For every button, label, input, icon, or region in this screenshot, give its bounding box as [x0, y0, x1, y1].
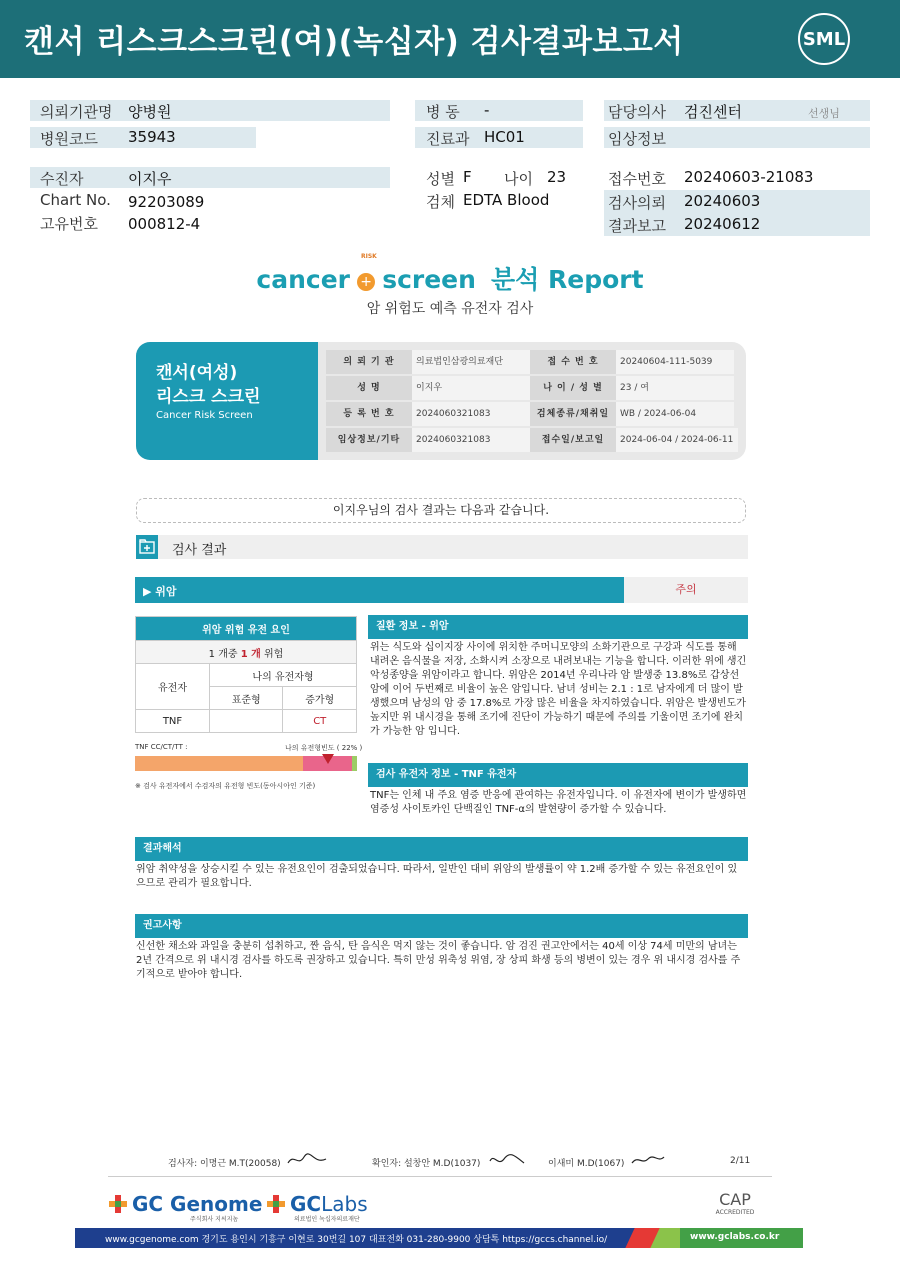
footer-site-box [680, 1228, 803, 1248]
stomach-cancer-bar [135, 577, 624, 603]
ward-value: - [484, 101, 490, 119]
standard-header: 표준형 [210, 687, 283, 710]
report-label: 결과보고 [608, 217, 666, 235]
doctor-value: 검진센터 [684, 103, 742, 121]
age-label: 나이 [504, 170, 533, 188]
gene-risk-table [135, 616, 357, 733]
card-field-value: 20240604-111-5039 [616, 350, 734, 374]
confirmer2-signature-mark [630, 1153, 666, 1167]
frequency-note: ※ 검사 유전자에서 수검자의 유전형 빈도(동아시아인 기준) [135, 782, 316, 790]
report-title: 캔서 리스크스크린(여)(녹십자) 검사결과보고서 [24, 24, 684, 60]
institution-value: 양병원 [128, 103, 172, 121]
page-number: 2/11 [730, 1156, 751, 1166]
card-field-value: 이지우 [412, 376, 530, 400]
confirmer-signature: 확인자: 설창안 M.D(1037) [372, 1159, 481, 1169]
recommendation-text: 신선한 채소와 과일을 충분히 섭취하고, 짠 음식, 탄 음식은 먹지 않는 것이 좋습니다. 암 검진 권고안에서는 40세 이상 74세 미만의 남녀는 2년 간격으로 위 내시경 검사를 하도록 권장하고 있습니다. 특히 만성 위축성 위염, 장 상피 화생 등의 병변이 있는 경우 위 내시경 검사를 주기적으로 받아야 합니다. [136, 941, 741, 980]
gc-labs-gc: GC [290, 1192, 322, 1216]
report-value: 20240612 [684, 215, 761, 233]
gc-plus-icon [108, 1194, 128, 1214]
test-info-card [136, 342, 746, 460]
standard-value [210, 710, 283, 733]
card-field-label: 검체종류/채취일 [530, 402, 616, 426]
footer-site-link[interactable]: www.gclabs.co.kr [690, 1232, 780, 1242]
card-field-value: WB / 2024-06-04 [616, 402, 734, 426]
disease-info-text: 위는 식도와 십이지장 사이에 위치한 주머니모양의 소화기관으로 구강과 식도를 통해 내려온 음식물을 저장, 소화시켜 소장으로 내려보내는 기능을 합니다. 이러한 위에 생긴 악성종양을 위암이라고 합니다. 위암은 2014년 우리나라 암 발생중 13.8%로 갑상선암에 이어 두번째로 비율이 높은 암입니다. 남녀 성비는 2.1 : 1로 남자에게 더 많이 발생했으며 남성의 암 중 17.8%로 가장 많은 비율을 차지하였습니다. 위암은 발생빈도가 높지만 위 내시경을 통해 조기에 진단이 가능하기 때문에 주의를 기울이면 조기에 완치가 가능한 암 입니다. [370, 642, 747, 737]
risk-count-suffix: 위험 [264, 648, 284, 660]
card-field-value: 2024060321083 [412, 402, 530, 426]
logo-screen: screen [382, 265, 476, 294]
gc-labs-logo [266, 1192, 368, 1223]
gc-labs-labs: Labs [321, 1192, 368, 1216]
footer-divider [108, 1176, 772, 1177]
gc-genome-name: GC Genome [132, 1192, 263, 1216]
footer-bar [75, 1228, 803, 1248]
recommendation-title: 권고사항 [135, 914, 748, 938]
footer-address: www.gcgenome.com 경기도 용인시 기흥구 이현로 30번길 107 대표전화 031-280-9900 상담톡 https://gccs.channel.io/ [105, 1235, 608, 1245]
sml-logo [798, 13, 850, 65]
confirmer-signature-mark [488, 1151, 528, 1169]
logo-report-title: 분석 Report [491, 265, 644, 294]
receipt-label: 접수번호 [608, 170, 666, 188]
increased-header: 증가형 [283, 687, 357, 710]
gene-info-text: TNF는 인체 내 주요 염증 반응에 관여하는 유전자입니다. 이 유전자에 변이가 발생하면 염증성 사이토카인 단백질인 TNF-α의 발현량이 증가할 수 있습니다. [370, 790, 747, 815]
age-value: 23 [547, 168, 567, 186]
risk-count-value: 1 개 [240, 648, 261, 660]
card-field-value: 의료법인삼광의료재단 [412, 350, 530, 374]
interpretation-text: 위암 취약성을 상승시킬 수 있는 유전요인이 검출되었습니다. 따라서, 일반인 대비 위암의 발생률이 약 1.2배 증가할 수 있는 유전요인이 있으므로 관리가 필요합니다. [136, 864, 738, 889]
card-title-line1: 캔서(여성) [156, 363, 238, 383]
card-field-value: 2024-06-04 / 2024-06-11 [616, 428, 738, 452]
card-field-label: 등 록 번 호 [326, 402, 412, 426]
gc-genome-logo [108, 1192, 263, 1223]
genotype-header: 나의 유전자형 [210, 664, 357, 687]
receipt-value: 20240603-21083 [684, 168, 814, 186]
freq-segment-tt [352, 756, 357, 771]
unique-value: 000812-4 [128, 215, 201, 233]
increased-value: CT [283, 710, 357, 733]
department-label: 진료과 [426, 130, 470, 148]
gene-info-title: 검사 유전자 정보 - TNF 유전자 [368, 763, 748, 787]
cap-sub: ACCREDITED [715, 1209, 755, 1216]
my-genotype-marker-icon [322, 754, 334, 764]
cap-text: CAP [719, 1190, 751, 1209]
freq-segment-cc [135, 756, 303, 771]
ward-label: 병 동 [426, 103, 460, 121]
gene-name: TNF [136, 710, 210, 733]
examiner-signature: 검사자: 이명근 M.T(20058) [168, 1159, 281, 1169]
report-subtitle: 암 위험도 예측 유전자 검사 [366, 301, 534, 317]
card-field-value: 23 / 여 [616, 376, 734, 400]
section-header [136, 535, 748, 559]
request-label: 검사의뢰 [608, 194, 666, 212]
card-title-panel [136, 342, 318, 460]
card-field-label: 성 명 [326, 376, 412, 400]
gene-table-title: 위암 위험 유전 요인 [136, 617, 357, 641]
logo-cancer: cancer [256, 265, 350, 294]
sex-label: 성별 [426, 170, 455, 188]
stomach-cancer-title: ▶ 위암 [143, 585, 177, 598]
gene-col-header: 유전자 [136, 664, 210, 710]
patient-row [30, 167, 390, 188]
gc-labs-sub: 의료법인 녹십자의료재단 [294, 1216, 360, 1223]
gc-plus-icon [266, 1194, 286, 1214]
gc-genome-sub: 주식회사 지씨지놈 [190, 1216, 239, 1223]
status-badge: 주의 [624, 577, 748, 603]
doctor-suffix: 선생님 [808, 107, 840, 120]
interpretation-title: 결과해석 [135, 837, 748, 861]
disease-info-title: 질환 정보 - 위암 [368, 615, 748, 639]
confirmer2-signature: 이새미 M.D(1067) [548, 1159, 625, 1169]
card-field-label: 접 수 번 호 [530, 350, 616, 374]
frequency-label: 나의 유전형빈도 ( 22% ) [285, 744, 363, 752]
patient-value: 이지우 [128, 170, 172, 188]
card-title-line2: 리스크 스크린 [156, 387, 261, 407]
patient-label: 수진자 [40, 170, 84, 188]
card-title-en: Cancer Risk Screen [156, 410, 253, 421]
department-value: HC01 [484, 128, 525, 146]
card-field-value: 2024060321083 [412, 428, 530, 452]
specimen-label: 검체 [426, 193, 455, 211]
result-intro: 이지우님의 검사 결과는 다음과 같습니다. [136, 498, 746, 523]
report-header [0, 0, 900, 78]
specimen-value: EDTA Blood [463, 191, 550, 209]
sex-value: F [463, 168, 472, 186]
examiner-signature-mark [286, 1151, 330, 1169]
request-value: 20240603 [684, 192, 761, 210]
doctor-label: 담당의사 [608, 103, 666, 121]
card-field-label: 의 뢰 기 관 [326, 350, 412, 374]
cap-accredited-logo [700, 1190, 770, 1220]
scale-label: TNF CC/CT/TT : [135, 743, 188, 751]
clinical-label: 임상정보 [608, 130, 666, 148]
logo-risk-tag: RISK [361, 253, 377, 260]
risk-cross-icon: + [357, 273, 375, 291]
chart-value: 92203089 [128, 193, 205, 211]
section-title: 검사 결과 [172, 543, 227, 558]
sml-logo-text: SML [802, 29, 846, 50]
cancer-screen-logo [0, 260, 900, 296]
risk-count [136, 641, 357, 664]
chart-label: Chart No. [40, 191, 111, 209]
unique-label: 고유번호 [40, 215, 98, 233]
institution-label: 의뢰기관명 [40, 103, 113, 121]
hospital-code-value: 35943 [128, 128, 176, 146]
folder-icon [136, 535, 158, 559]
card-field-label: 나 이 / 성 별 [530, 376, 616, 400]
genotype-frequency-bar [135, 756, 357, 771]
risk-count-prefix: 1 개중 [208, 648, 238, 660]
card-field-label: 접수일/보고일 [530, 428, 616, 452]
card-field-label: 임상정보/기타 [326, 428, 412, 452]
hospital-code-label: 병원코드 [40, 130, 98, 148]
